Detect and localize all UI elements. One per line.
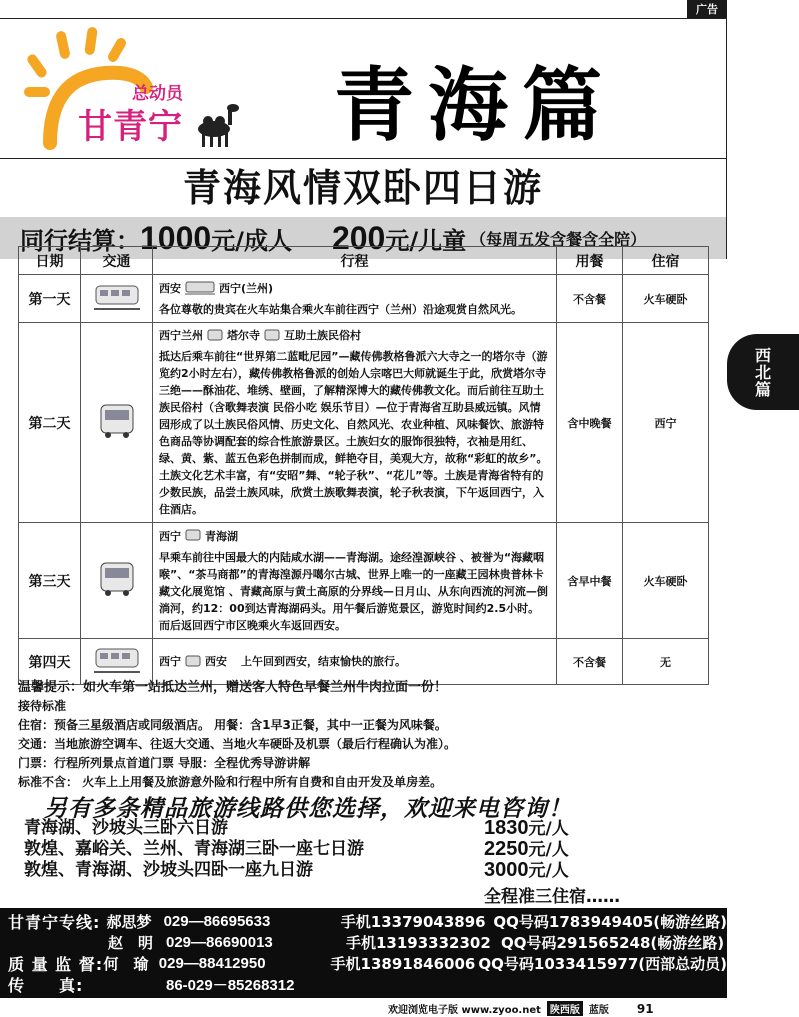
contact-name: 何 瑜 xyxy=(103,955,149,973)
itinerary-text: 各位尊敬的贵宾在火车站集合乘火车前往西宁（兰州）沿途观赏自然风光。 xyxy=(159,302,522,316)
itinerary-cell xyxy=(153,523,557,639)
train-icon xyxy=(185,281,215,295)
contact-row xyxy=(8,953,727,974)
route-name: 敦煌、青海湖、沙坡头四卧一座九日游 xyxy=(24,860,313,880)
contact-row xyxy=(8,932,727,953)
header xyxy=(0,19,727,159)
more-routes-list xyxy=(24,818,704,881)
route-name: 青海湖、沙坡头三卧六日游 xyxy=(24,818,228,838)
route-name: 敦煌、嘉峪关、兰州、青海湖三卧一座七日游 xyxy=(24,839,364,859)
contact-label: 传 真: xyxy=(8,976,84,995)
route-price: 2250元/人 xyxy=(484,838,569,860)
transport-cell xyxy=(81,275,153,323)
col-header-transport: 交通 xyxy=(81,247,153,275)
route-line xyxy=(159,327,550,344)
table-row xyxy=(19,523,709,639)
itinerary-table xyxy=(18,246,709,685)
side-tab-char: 篇 xyxy=(754,379,771,399)
side-tab-char: 北 xyxy=(754,362,771,382)
contact-qq: QQ号码1033415977(西部总动员) xyxy=(478,955,727,973)
day-label: 第四天 xyxy=(19,639,81,685)
transport-standard: 交通：当地旅游空调车、往返大交通、当地火车硬卧及机票（最后行程确认为准）。 xyxy=(18,737,457,751)
col-header-meal: 用餐 xyxy=(557,247,623,275)
list-item xyxy=(24,860,704,881)
notes-section xyxy=(18,678,708,792)
lodging-standard: 住宿：预备三星级酒店或同级酒店。 用餐：含1早3正餐，其中一正餐为风味餐。 xyxy=(18,718,447,732)
route-price: 1830元/人 xyxy=(484,817,569,839)
meal-cell: 不含餐 xyxy=(557,639,623,685)
route-origin: 西安 xyxy=(159,281,181,295)
standard-title: 接待标准 xyxy=(18,699,67,713)
bus-icon xyxy=(264,329,280,343)
page-number: 91 xyxy=(636,1001,654,1016)
col-header-lodging: 住宿 xyxy=(623,247,709,275)
footer-site: 欢迎浏览电子版 www.zyoo.net xyxy=(388,1005,541,1016)
table-header-row xyxy=(19,247,709,275)
meal-cell: 含中晚餐 xyxy=(557,323,623,523)
lodging-cell: 无 xyxy=(623,639,709,685)
table-row xyxy=(19,275,709,323)
route-origin: 西宁 xyxy=(159,529,181,543)
child-price-unit: 元/儿童 xyxy=(385,226,467,255)
full-stay-note: 全程准三住宿…… xyxy=(484,887,620,907)
route-stop: 塔尔寺 xyxy=(227,329,260,342)
edition-badge: 陕西版 xyxy=(547,1001,583,1016)
bus-icon xyxy=(97,401,137,441)
contact-mobile: 手机13891846006 xyxy=(330,955,476,973)
transport-cell xyxy=(81,523,153,639)
contact-label: 质 量 监 督: xyxy=(8,955,104,974)
contact-mobile: 手机13193332302 xyxy=(346,934,491,952)
price-label: 同行结算： xyxy=(20,226,140,255)
more-routes-banner: 另有多条精品旅游线路供您选择，欢迎来电咨询！ xyxy=(44,795,572,822)
contact-name: 赵 明 xyxy=(108,934,154,952)
side-tab-char: 西 xyxy=(754,345,771,365)
contact-label: 甘青宁专线: xyxy=(8,913,101,932)
bus-icon xyxy=(185,529,201,543)
train-icon xyxy=(94,645,140,675)
table-row xyxy=(19,323,709,523)
route-stop: 互助土族民俗村 xyxy=(284,329,361,342)
brand-name: 甘青宁 xyxy=(78,107,183,147)
contact-mobile: 手机13379043896 xyxy=(340,913,486,931)
day-label: 第二天 xyxy=(19,323,81,523)
route-destination: 青海湖 xyxy=(205,529,238,543)
contact-tel: 029—88412950 xyxy=(158,955,266,972)
itinerary-text: 早乘车前往中国最大的内陆咸水湖——青海湖。途经湟源峡谷 、被誉为“海藏咽喉”、“茶马商都”的青海湟源丹噶尔古城、世界上唯一的一座藏王园林贵普林卡藏文化展览馆 、青藏高原与黄土高原的分界线—日月山、从东向西流的河流—倒淌河，约12：00到达青海湖码头。用午餐后游览景区，游览时间约2.5小时。而后返回西宁市区晚乘火车返回西安。 xyxy=(159,550,548,632)
route-stop: 西宁兰州 xyxy=(159,329,203,342)
route-price: 3000元/人 xyxy=(484,859,569,881)
adult-price: 1000 xyxy=(140,219,212,256)
tickets-standard: 门票：行程所列景点首道门票 导服：全程优秀导游讲解 xyxy=(18,756,311,770)
col-header-date: 日期 xyxy=(19,247,81,275)
region-side-tab xyxy=(727,334,799,410)
bus-icon xyxy=(97,559,137,599)
route-line xyxy=(159,653,550,670)
page-headline: 青海篇 xyxy=(334,58,616,152)
col-header-itinerary: 行程 xyxy=(153,247,557,275)
contact-row xyxy=(8,974,727,995)
transport-cell xyxy=(81,323,153,523)
list-item xyxy=(24,839,704,860)
warm-tip: 温馨提示：如火车第一站抵达兰州，赠送客人特色早餐兰州牛肉拉面一份！ xyxy=(18,680,448,695)
bus-icon xyxy=(185,655,201,669)
route-destination: 西安 xyxy=(205,655,227,668)
contact-qq: QQ号码1783949405(畅游丝路) xyxy=(493,913,727,931)
lodging-cell: 西宁 xyxy=(623,323,709,523)
lodging-cell: 火车硬卧 xyxy=(623,275,709,323)
contact-band xyxy=(0,908,727,998)
edition-label: 蓝版 xyxy=(588,1005,609,1016)
list-item xyxy=(24,818,704,839)
contact-qq: QQ号码291565248(畅游丝路) xyxy=(501,934,725,952)
route-destination: 西宁(兰州) xyxy=(219,281,274,295)
train-icon xyxy=(94,282,140,312)
contact-name: 郝思梦 xyxy=(106,913,152,931)
contact-tel: 029—86695633 xyxy=(163,913,271,930)
ad-tag: 广告 xyxy=(687,0,727,18)
route-origin: 西宁 xyxy=(159,655,181,668)
lodging-cell: 火车硬卧 xyxy=(623,523,709,639)
itinerary-text: 上午回到西安，结束愉快的旅行。 xyxy=(241,655,406,668)
adult-price-unit: 元/成人 xyxy=(211,226,292,255)
route-line xyxy=(159,280,550,297)
contact-tel: 029—86690013 xyxy=(166,934,273,951)
day-label: 第一天 xyxy=(19,275,81,323)
tour-title: 青海风情双卧四日游 xyxy=(0,159,727,217)
bus-icon xyxy=(207,329,223,343)
fax-number: 86-029－85268312 xyxy=(166,977,295,994)
meal-cell: 不含餐 xyxy=(557,275,623,323)
itinerary-text: 抵达后乘车前往“世界第二蓝毗尼园”—藏传佛教格鲁派六大寺之一的塔尔寺（游览约2小时左右），藏传佛教格鲁派的创始人宗喀巴大师就诞生于此，欣赏塔尔寺三绝——酥油花、堆绣、壁画，了解精深博大的藏传佛教文化。而后前往互助土族民俗村（含歌舞表演 民俗小吃 娱乐节目）—位于青海省互助县威远镇。风情园形成了以土族民俗风情、历史文化、自然风光、农业种植、风味餐饮、旅游特色商品等协调配套的综合性旅游景区。土族妇女的服饰很独特，衣袖是用红、绿、黄、紫、蓝五色彩色拼制而成，鲜艳夺目，美观大方，故称“彩虹的故乡”。土族文化艺术丰富，有“安昭”舞、“轮子秋”、“花儿”等。土族是青海省特有的少数民族，品尝土族风味，欣赏土族歌舞表演，轮子秋表演，下午返回西宁，入住酒店。 xyxy=(159,350,548,516)
itinerary-cell xyxy=(153,275,557,323)
brand-subtitle: 总动员 xyxy=(132,84,183,104)
price-note: （每周五发含餐含全陪） xyxy=(470,229,647,249)
contact-row xyxy=(8,911,727,932)
day-label: 第三天 xyxy=(19,523,81,639)
child-price: 200 xyxy=(331,219,386,256)
meal-cell: 含早中餐 xyxy=(557,523,623,639)
itinerary-cell xyxy=(153,323,557,523)
route-line xyxy=(159,528,550,545)
footer xyxy=(388,1000,728,1017)
excluded-standard: 标准不含： 火车上上用餐及旅游意外险和行程中所有自费和自由开发及单房差。 xyxy=(18,775,443,789)
